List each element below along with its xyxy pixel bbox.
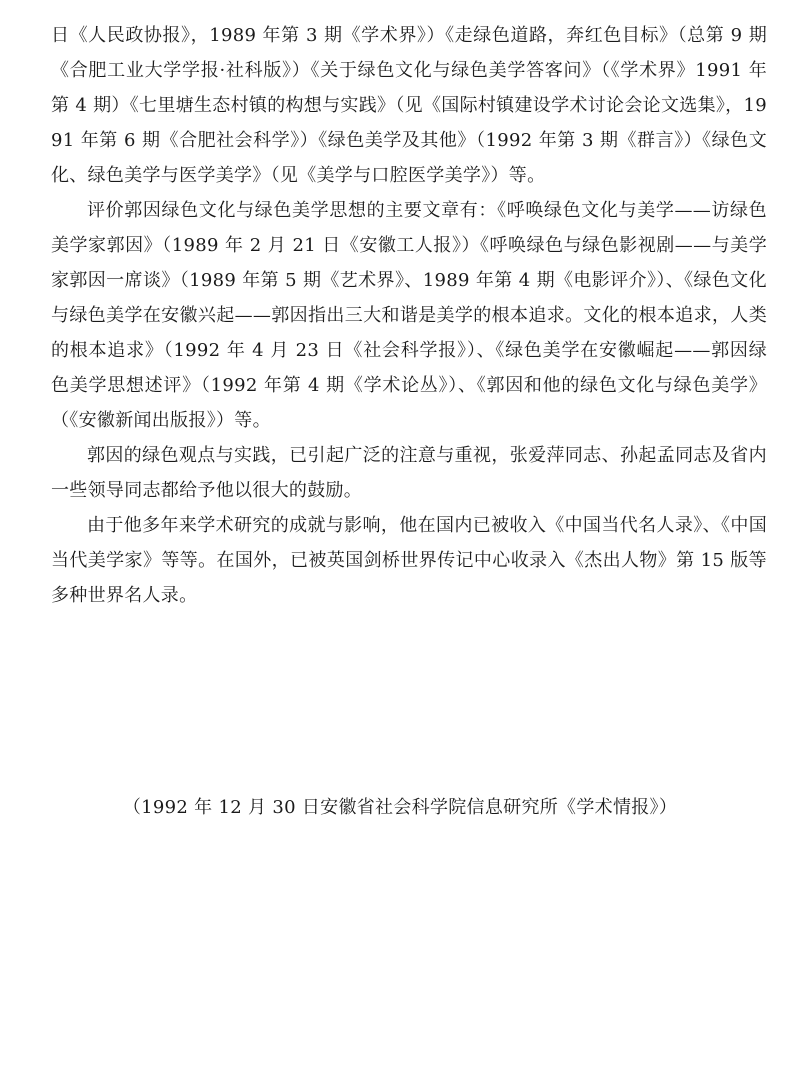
article-body bbox=[51, 18, 767, 613]
paragraph-reviews: 评价郭因绿色文化与绿色美学思想的主要文章有：《呼唤绿色文化与美学——访绿色美学家郭因》（1989 年 2 月 21 日《安徽工人报》）《呼唤绿色与绿色影视剧——与美学家郭因一席谈》（1989 年第 5 期《艺术界》、1989 年第 4 期《电影评介》）、《绿色文化与绿色美学在安徽兴起——郭因指出三大和谐是美学的根本追求。文化的根本追求，人类的根本追求》（1992 年 4 月 23 日《社会科学报》）、《绿色美学在安徽崛起——郭因绿色美学思想述评》（1992 年第 4 期《学术论丛》）、《郭因和他的绿色文化与绿色美学》（《安徽新闻出版报》）等。 bbox=[51, 200, 767, 431]
paragraph-bibliography-continued: 日《人民政协报》，1989 年第 3 期《学术界》）《走绿色道路，奔红色目标》（总第 9 期《合肥工业大学学报·社科版》）《关于绿色文化与绿色美学答客问》（《学术界》1991 年第 4 期）《七里塘生态村镇的构想与实践》（见《国际村镇建设学术讨论会论文选集》，1991 年第 6 期《合肥社会科学》）《绿色美学及其他》（1992 年第 3 期《群言》）《绿色文化、绿色美学与医学美学》（见《美学与口腔医学美学》）等。 bbox=[51, 25, 767, 186]
source-citation: （1992 年 12 月 30 日安徽省社会科学院信息研究所《学术情报》） bbox=[122, 797, 678, 818]
paragraph-recognition: 由于他多年来学术研究的成就与影响，他在国内已被收入《中国当代名人录》、《中国当代美学家》等等。在国外，已被英国剑桥世界传记中心收录入《杰出人物》第 15 版等多种世界名人录。 bbox=[51, 515, 767, 606]
paragraph-attention: 郭因的绿色观点与实践，已引起广泛的注意与重视，张爱萍同志、孙起孟同志及省内一些领导同志都给予他以很大的鼓励。 bbox=[51, 445, 767, 501]
